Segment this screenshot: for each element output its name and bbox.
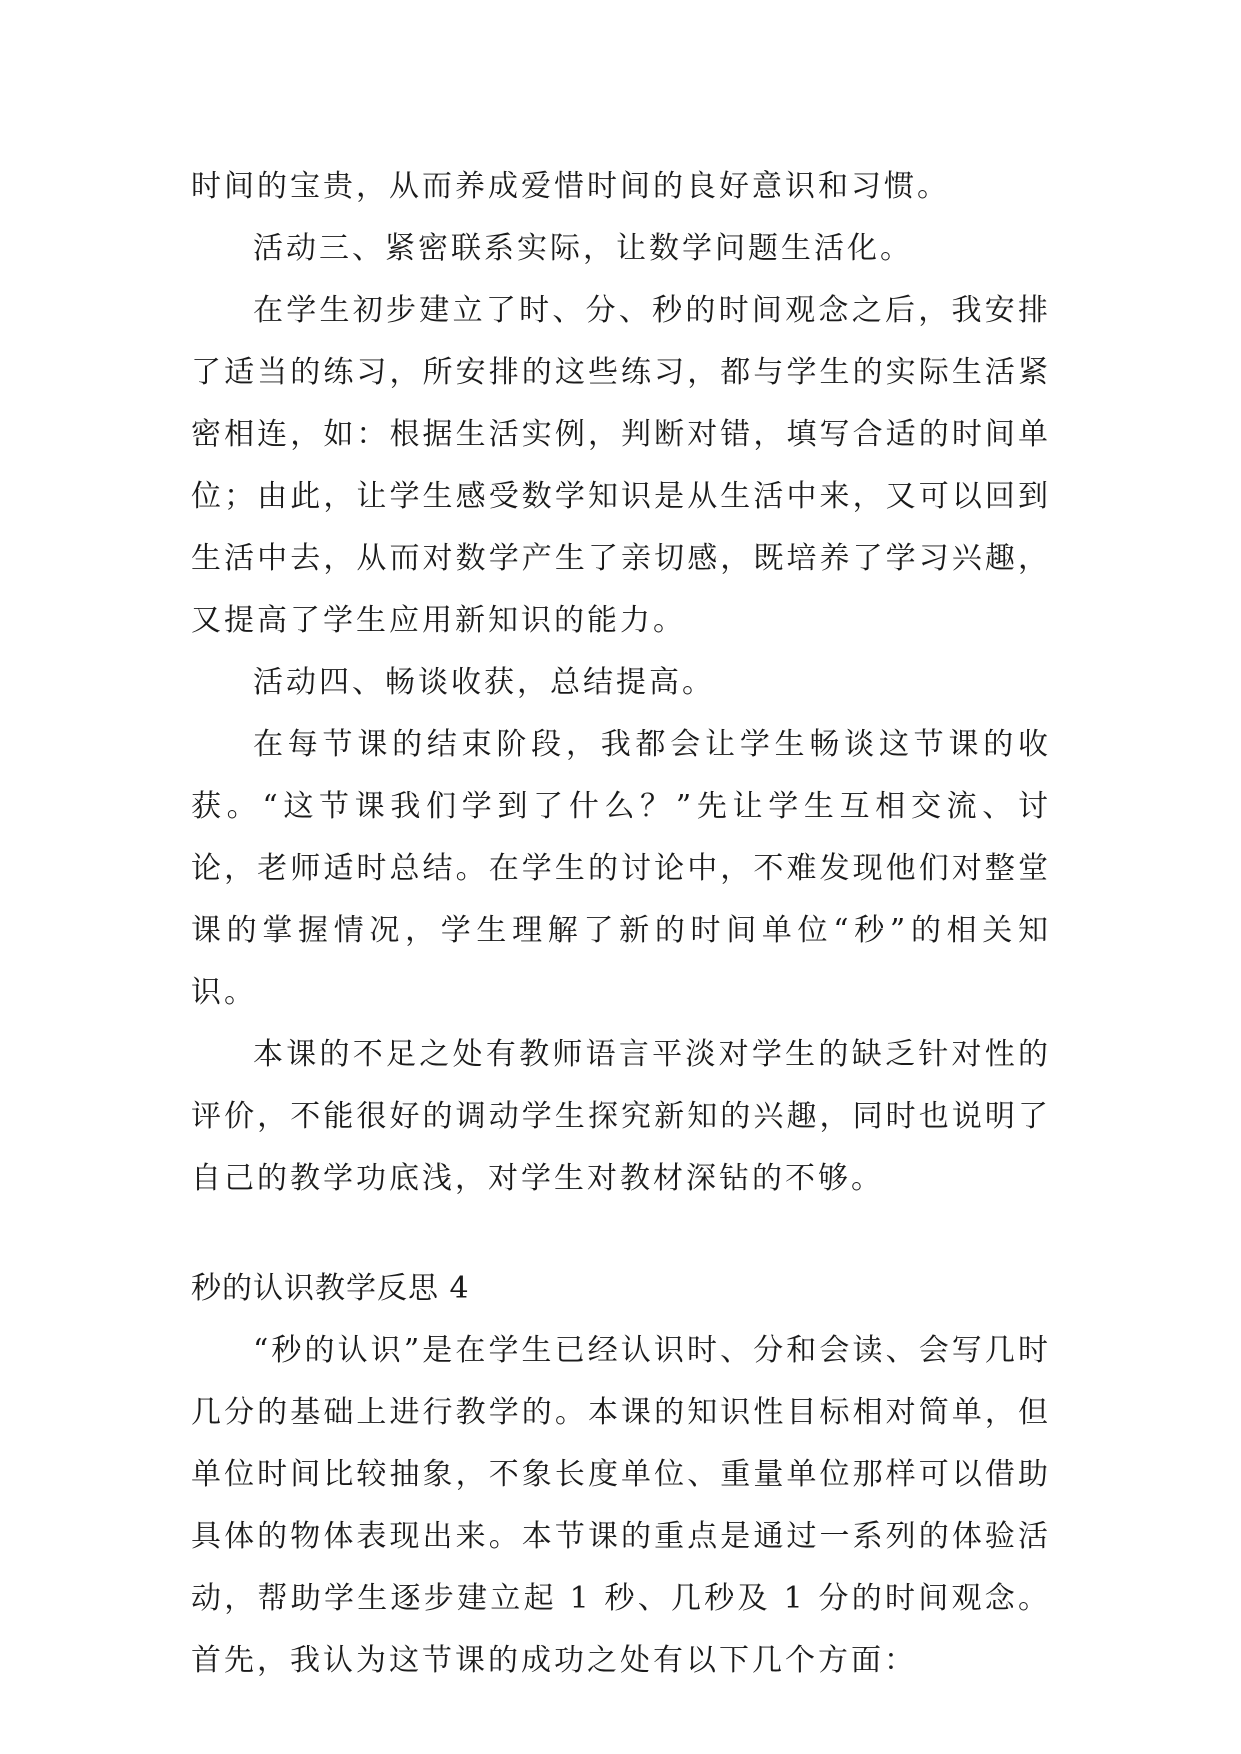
section-title: 秒的认识教学反思 4 bbox=[191, 1271, 470, 1306]
paragraph-activity-four: 活动四、畅谈收获，总结提高。 bbox=[253, 665, 715, 700]
paragraph-summary: 在每节课的结束阶段，我都会让学生畅谈这节课的收获。“这节课我们学到了什么？”先让学生互相交流、讨论，老师适时总结。在学生的讨论中，不难发现他们对整堂课的掌握情况，学生理解了新的时间单位“秒”的相关知识。 bbox=[191, 727, 1051, 1010]
paragraph-continuation: 时间的宝贵，从而养成爱惜时间的良好意识和习惯。 bbox=[191, 169, 950, 204]
paragraph-activity-three: 活动三、紧密联系实际，让数学问题生活化。 bbox=[253, 231, 913, 266]
paragraph-section-intro: “秒的认识”是在学生已经认识时、分和会读、会写几时几分的基础上进行教学的。本课的知识性目标相对简单，但单位时间比较抽象，不象长度单位、重量单位那样可以借助具体的物体表现出来。本节课的重点是通过一系列的体验活动，帮助学生逐步建立起 1 秒、几秒及 1 分的时间观念。首先，我认为这节课的成功之处有以下几个方面： bbox=[191, 1333, 1051, 1678]
paragraph-practice: 在学生初步建立了时、分、秒的时间观念之后，我安排了适当的练习，所安排的这些练习，都与学生的实际生活紧密相连，如：根据生活实例，判断对错，填写合适的时间单位；由此，让学生感受数学知识是从生活中来，又可以回到生活中去，从而对数学产生了亲切感，既培养了学习兴趣，又提高了学生应用新知识的能力。 bbox=[191, 293, 1051, 638]
paragraph-shortcomings: 本课的不足之处有教师语言平淡对学生的缺乏针对性的评价，不能很好的调动学生探究新知的兴趣，同时也说明了自己的教学功底浅，对学生对教材深钻的不够。 bbox=[191, 1037, 1051, 1196]
document-body bbox=[191, 156, 1051, 1692]
